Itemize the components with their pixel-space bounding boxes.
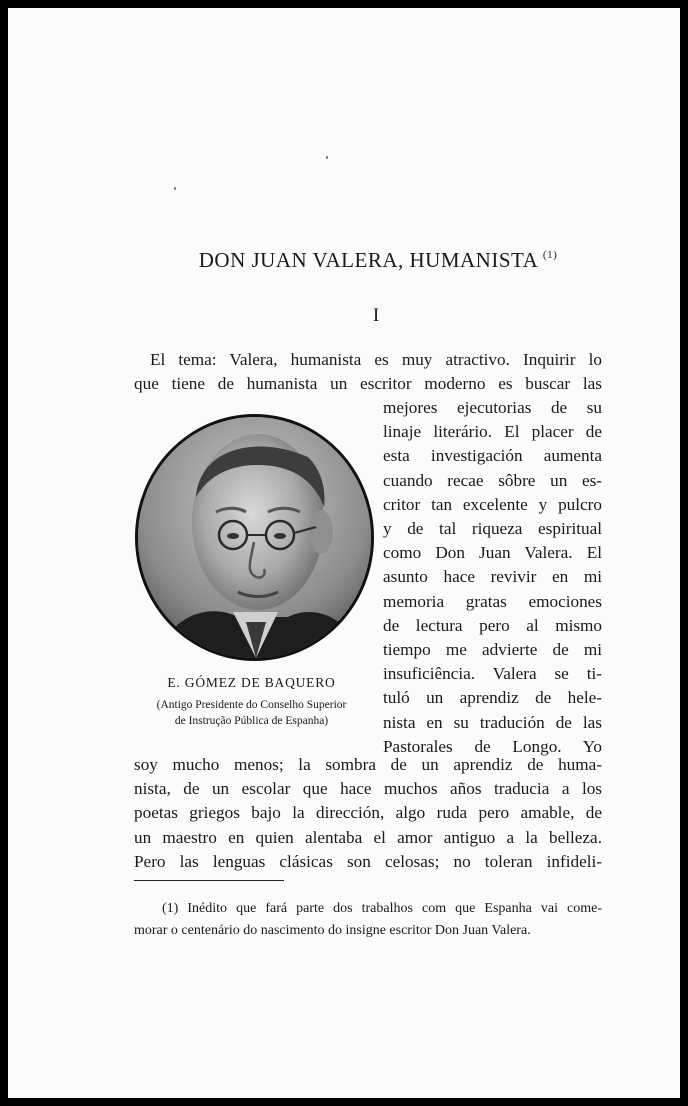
- intro-paragraph: [134, 348, 602, 396]
- body-line: Pastorales de Longo. Yo: [383, 736, 602, 756]
- body-line: mejores ejecutorias de su: [383, 398, 602, 417]
- footnote: [134, 898, 602, 942]
- body-line: memoria gratas emociones: [383, 591, 602, 611]
- body-line: cuando recae sôbre un es-: [383, 470, 602, 490]
- body-line: tiempo me advierte de mi: [383, 640, 602, 660]
- portrait-caption-description: [135, 697, 368, 729]
- print-speck: [326, 156, 328, 159]
- closing-paragraph: [134, 753, 602, 874]
- document-page: [8, 8, 680, 1098]
- footnote-divider: [134, 880, 284, 881]
- print-speck: [174, 187, 176, 190]
- body-line: asunto hace revivir en mi: [383, 567, 602, 587]
- body-line: esta investigación aumenta: [383, 446, 602, 466]
- article-title-text: DON JUAN VALERA, HUMANISTA: [198, 248, 538, 272]
- wrapped-paragraph: [383, 396, 602, 759]
- body-line: poetas griegos bajo la dirección, algo ruda pero amable, de: [134, 803, 602, 823]
- body-line: un maestro en quien alentaba el amor antiguo a la belleza.: [134, 827, 602, 847]
- body-line: insuficiência. Valera se ti-: [383, 664, 602, 684]
- body-line: El tema: Valera, humanista es muy atractivo. Inquirir lo: [150, 350, 602, 369]
- body-line: critor tan excelente y pulcro: [383, 494, 602, 514]
- article-title: [8, 248, 680, 273]
- body-line: tuló un aprendiz de hele-: [383, 688, 602, 708]
- body-line: nista, de un escolar que hace muchos años traducia a los: [134, 779, 602, 799]
- title-footnote-mark: (1): [542, 249, 558, 261]
- body-line: Pero las lenguas clásicas son celosas; no toleran infideli-: [134, 851, 602, 871]
- body-line: nista en su tradución de las: [383, 712, 602, 732]
- portrait-caption-name: E. GÓMEZ DE BAQUERO: [167, 675, 336, 690]
- body-line: y de tal riqueza espiritual: [383, 519, 602, 539]
- body-line: linaje literário. El placer de: [383, 422, 602, 442]
- portrait-illustration: [138, 417, 371, 658]
- footnote-line: (1) Inédito que fará parte dos trabalhos com que Espanha vai come-: [162, 901, 602, 916]
- portrait-photo: [135, 414, 374, 661]
- body-line: como Don Juan Valera. El: [383, 543, 602, 563]
- section-number: I: [372, 305, 380, 326]
- body-line: soy mucho menos; la sombra de un aprendiz de huma-: [134, 755, 602, 774]
- caption-line: (Antigo Presidente do Conselho Superior: [156, 699, 347, 711]
- caption-line: de Instrução Pública de Espanha): [174, 715, 329, 727]
- body-line: de lectura pero al mismo: [383, 615, 602, 635]
- body-line: que tiene de humanista un escritor moderno es buscar las: [134, 374, 602, 394]
- footnote-line: morar o centenário do nascimento do insigne escritor Don Juan Valera.: [134, 923, 531, 938]
